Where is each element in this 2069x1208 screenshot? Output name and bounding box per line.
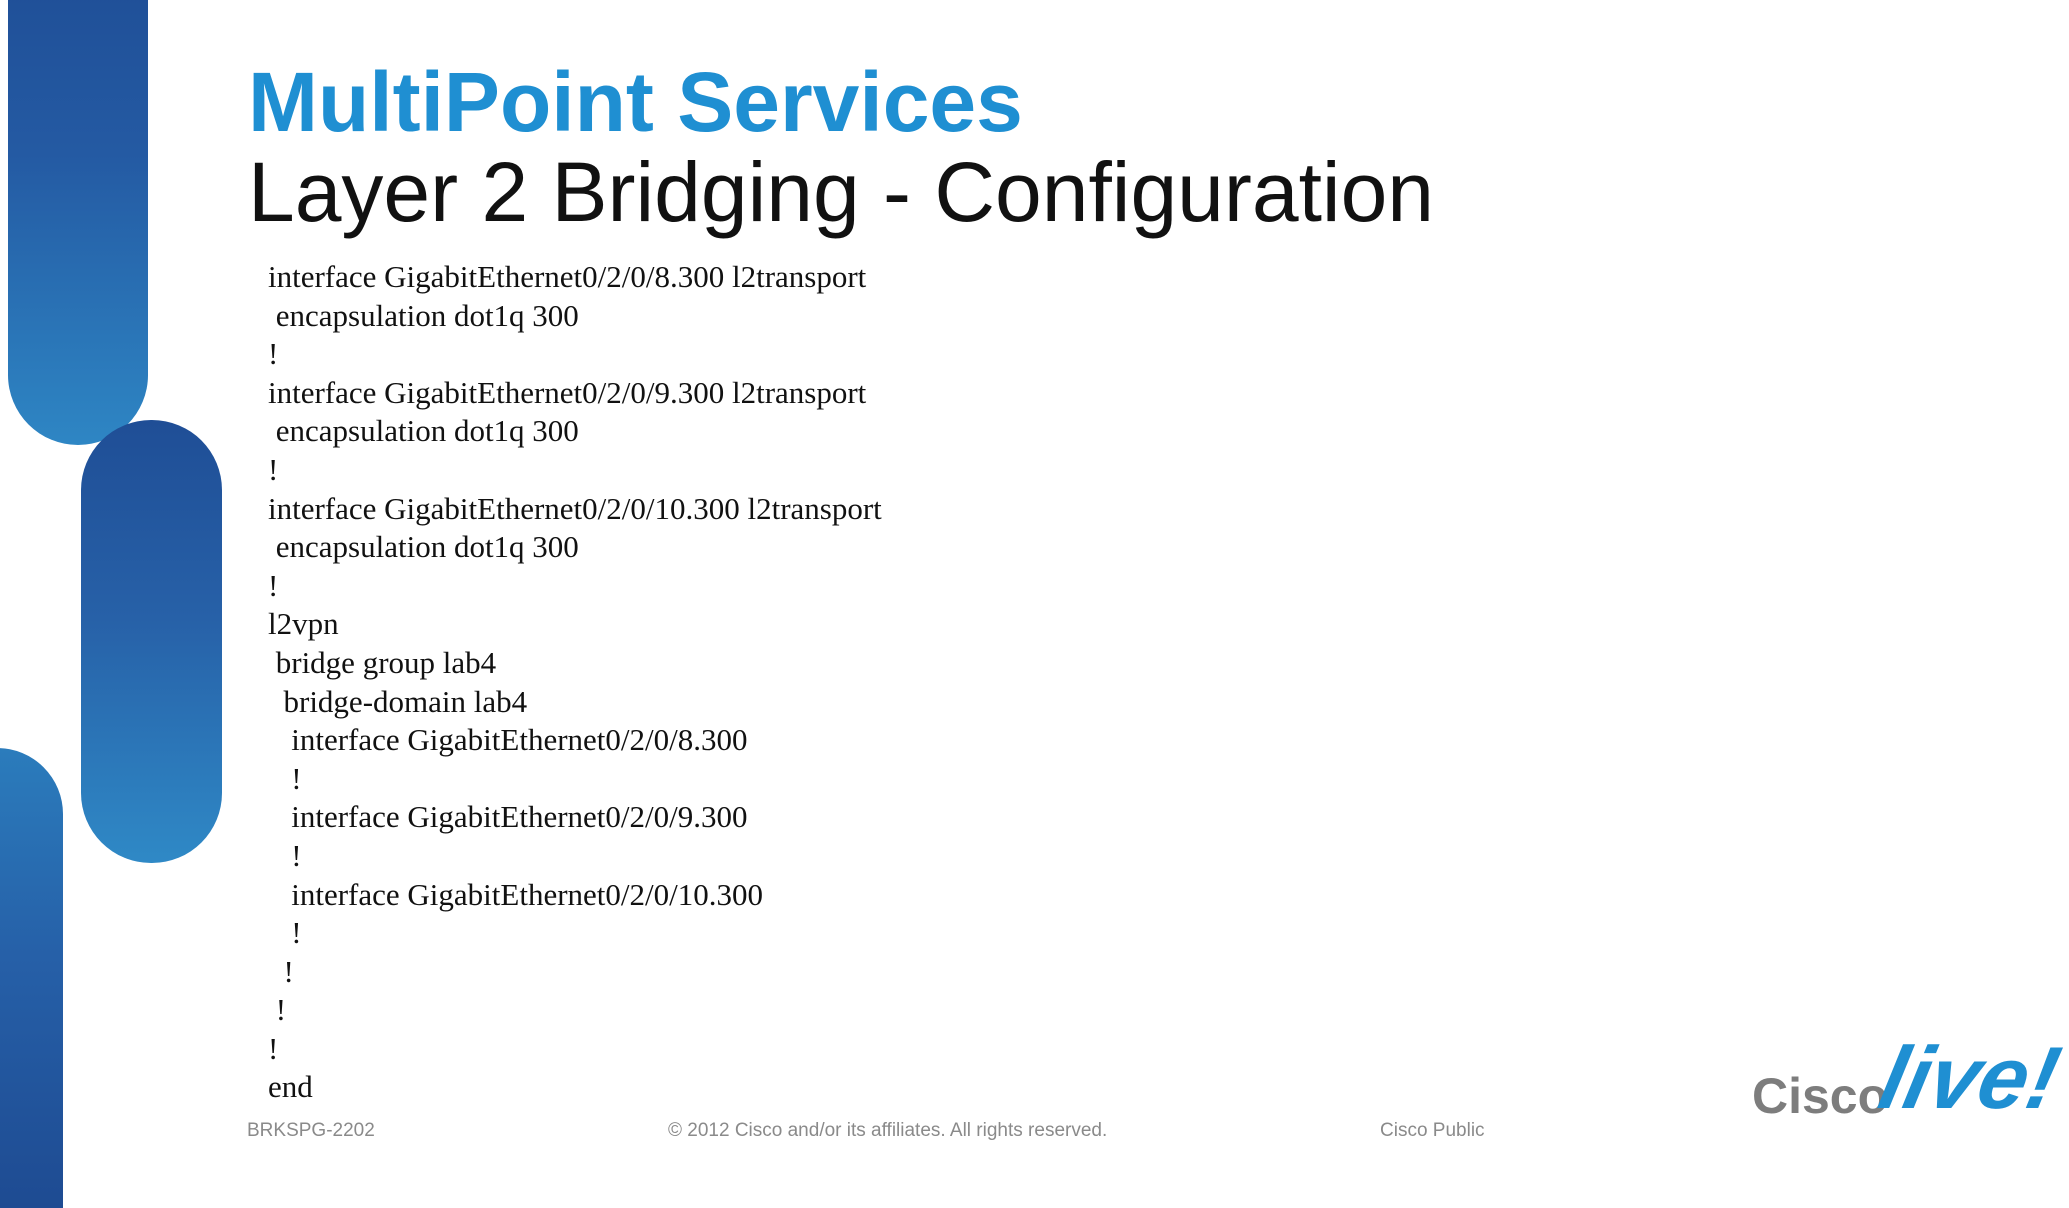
config-code-block [268,258,1268,1107]
config-line: interface GigabitEthernet0/2/0/9.300 [268,799,748,835]
config-line: interface GigabitEthernet0/2/0/10.300 l2transport [268,490,882,526]
config-line: ! [268,837,302,873]
decorative-blue-bar-middle [81,420,222,863]
config-line: ! [268,953,294,989]
config-line: ! [268,336,279,372]
config-line: ! [268,992,287,1028]
footer-copyright: © 2012 Cisco and/or its affiliates. All rights reserved. [668,1120,1108,1141]
decorative-blue-bar-top [8,0,148,445]
cisco-live-logo [1748,1010,2069,1140]
config-line: bridge-domain lab4 [268,683,528,719]
slide-subtitle: Layer 2 Bridging - Configuration [248,145,1435,239]
footer-classification: Cisco Public [1380,1120,1485,1141]
config-line: ! [268,760,302,796]
config-line: interface GigabitEthernet0/2/0/10.300 [268,876,763,912]
logo-live-text: live! [1871,1028,2069,1127]
config-line: interface GigabitEthernet0/2/0/8.300 l2transport [268,259,867,294]
config-line: ! [268,915,302,951]
config-line: l2vpn [268,606,339,642]
config-line: interface GigabitEthernet0/2/0/9.300 l2transport [268,374,867,410]
footer-session-code: BRKSPG-2202 [247,1120,375,1141]
config-line: encapsulation dot1q 300 [268,529,579,565]
config-line: interface GigabitEthernet0/2/0/8.300 [268,722,748,758]
config-line: encapsulation dot1q 300 [268,297,579,333]
config-line: ! [268,451,279,487]
config-line: ! [268,1030,279,1066]
config-line: encapsulation dot1q 300 [268,413,579,449]
config-line: end [268,1069,313,1105]
logo-cisco-text: Cisco [1752,1068,1889,1124]
decorative-blue-bar-bottom [0,748,63,1208]
slide-title: MultiPoint Services [248,55,1023,149]
config-line: bridge group lab4 [268,644,497,680]
config-line: ! [268,567,279,603]
